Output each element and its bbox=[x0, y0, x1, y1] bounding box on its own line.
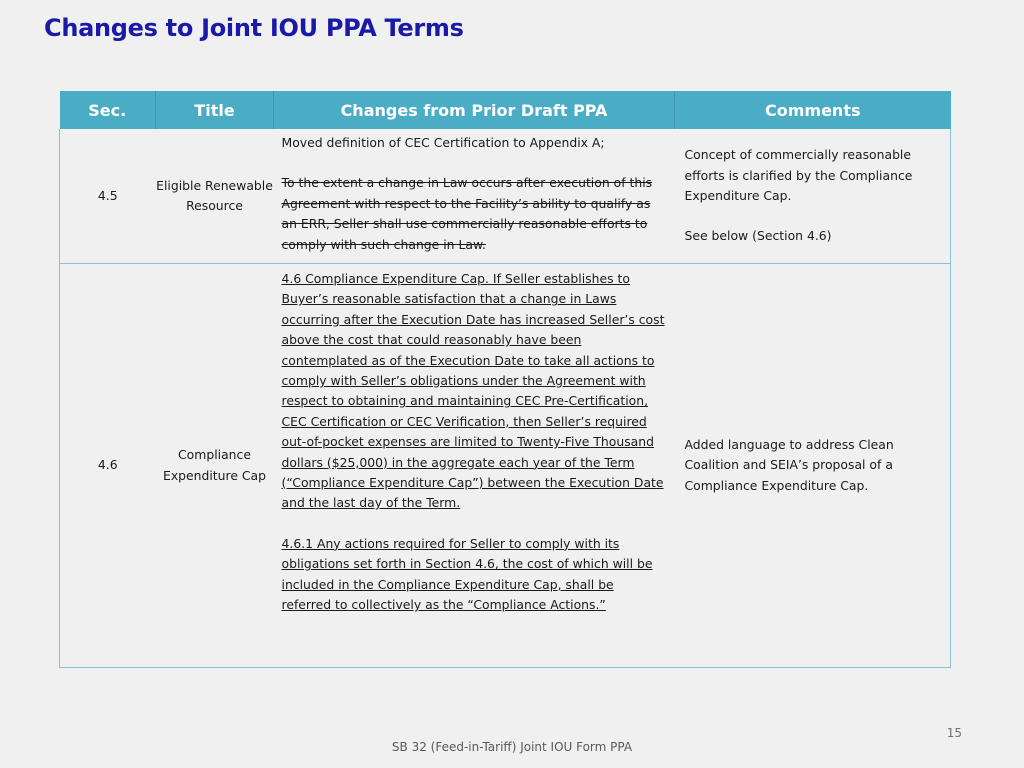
inserted-text: 4.6.1 Any actions required for Seller to comply with its obligations set forth in Section 4.6, the cost of which will be included in the Compliance Expenditure Cap, shall be referred to collectively as the “Compliance Actions.” bbox=[281, 535, 653, 613]
header-sec: Sec. bbox=[60, 91, 156, 129]
table-header-row bbox=[60, 91, 951, 129]
header-changes: Changes from Prior Draft PPA bbox=[274, 91, 675, 129]
table-row bbox=[60, 264, 951, 668]
cell-changes bbox=[274, 264, 675, 668]
header-title: Title bbox=[156, 91, 274, 129]
header-comments: Comments bbox=[675, 91, 951, 129]
comment-text: See below (Section 4.6) bbox=[684, 228, 832, 244]
comment-text: Concept of commercially reasonable efforts is clarified by the Compliance Expenditure Cap. bbox=[684, 147, 913, 203]
changes-table bbox=[59, 91, 951, 668]
changes-text: Moved definition of CEC Certification to Appendix A; bbox=[281, 135, 605, 150]
slide-title: Changes to Joint IOU PPA Terms bbox=[44, 14, 464, 42]
cell-comments bbox=[675, 264, 951, 668]
cell-sec: 4.5 bbox=[60, 129, 156, 264]
cell-title: Eligible Renewable Resource bbox=[156, 129, 274, 264]
table-row bbox=[60, 129, 951, 264]
inserted-text: 4.6 Compliance Expenditure Cap. If Seller establishes to Buyer’s reasonable satisfaction that a change in Laws occurring after the Execution Date has increased Seller’s cost above the cost that could reasonably have been contemplated as of the Execution Date to take all actions to comply with Seller’s obligations under the Agreement with respect to obtaining and maintaining CEC Pre-Certification, CEC Certification or CEC Verification, then Seller’s required out-of-pocket expenses are limited to Twenty-Five Thousand dollars ($25,000) in the aggregate each year of the Term (“Compliance Expenditure Cap”) between the Execution Date and the last day of the Term. bbox=[281, 271, 665, 511]
struck-text: To the extent a change in Law occurs after execution of this Agreement with respect to the Facility’s ability to qualify as an ERR, Seller shall use commercially reasonable efforts to comply with such change in Law. bbox=[281, 175, 653, 252]
cell-comments bbox=[675, 129, 951, 264]
cell-changes bbox=[274, 129, 675, 264]
cell-title: Compliance Expenditure Cap bbox=[156, 264, 274, 668]
page-number: 15 bbox=[946, 726, 962, 740]
comment-text: Added language to address Clean Coalition and SEIA’s proposal of a Compliance Expenditure Cap. bbox=[684, 436, 894, 493]
footer: SB 32 (Feed-in-Tariff) Joint IOU Form PPA bbox=[391, 740, 633, 754]
cell-sec: 4.6 bbox=[60, 264, 156, 668]
